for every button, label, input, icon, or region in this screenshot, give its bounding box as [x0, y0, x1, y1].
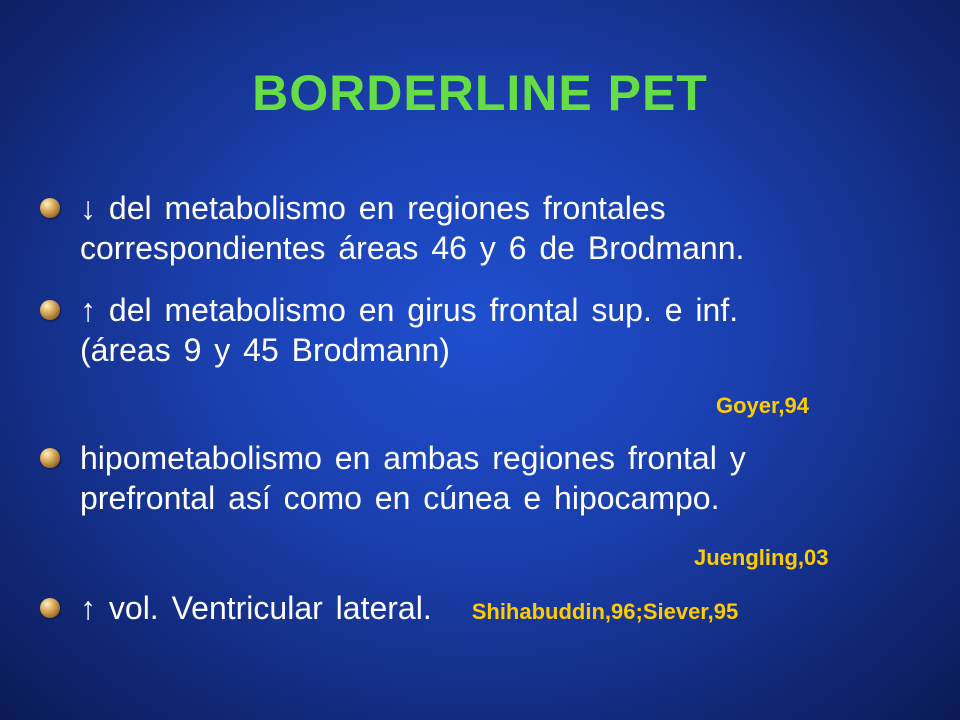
bullet-ball-icon [40, 448, 60, 468]
bullet-line: hipometabolismo en ambas regiones frontal y [80, 440, 746, 476]
bullet-text [80, 588, 920, 632]
bullet-line: correspondientes áreas 46 y 6 de Brodmann. [80, 230, 745, 266]
bullet-text [80, 188, 920, 268]
bullet-ball-icon [40, 598, 60, 618]
bullet-text [80, 290, 920, 370]
bullet-line: ↓ del metabolismo en regiones frontales [80, 190, 666, 226]
citation-juengling: Juengling,03 [694, 545, 829, 570]
bullet-ball-icon [40, 198, 60, 218]
bullet-line: prefrontal así como en cúnea e hipocampo. [80, 480, 720, 516]
slide-title: BORDERLINE PET [252, 65, 708, 121]
bullet-ball-icon [40, 300, 60, 320]
bullet-line: ↑ vol. Ventricular lateral. [80, 590, 432, 626]
citation-shihabuddin-siever: Shihabuddin,96;Siever,95 [471, 599, 739, 624]
citation-goyer: Goyer,94 [716, 393, 809, 418]
bullet-line: (áreas 9 y 45 Brodmann) [80, 332, 450, 368]
bullet-text [80, 438, 920, 518]
bullet-line: ↑ del metabolismo en girus frontal sup. e inf. [80, 292, 739, 328]
